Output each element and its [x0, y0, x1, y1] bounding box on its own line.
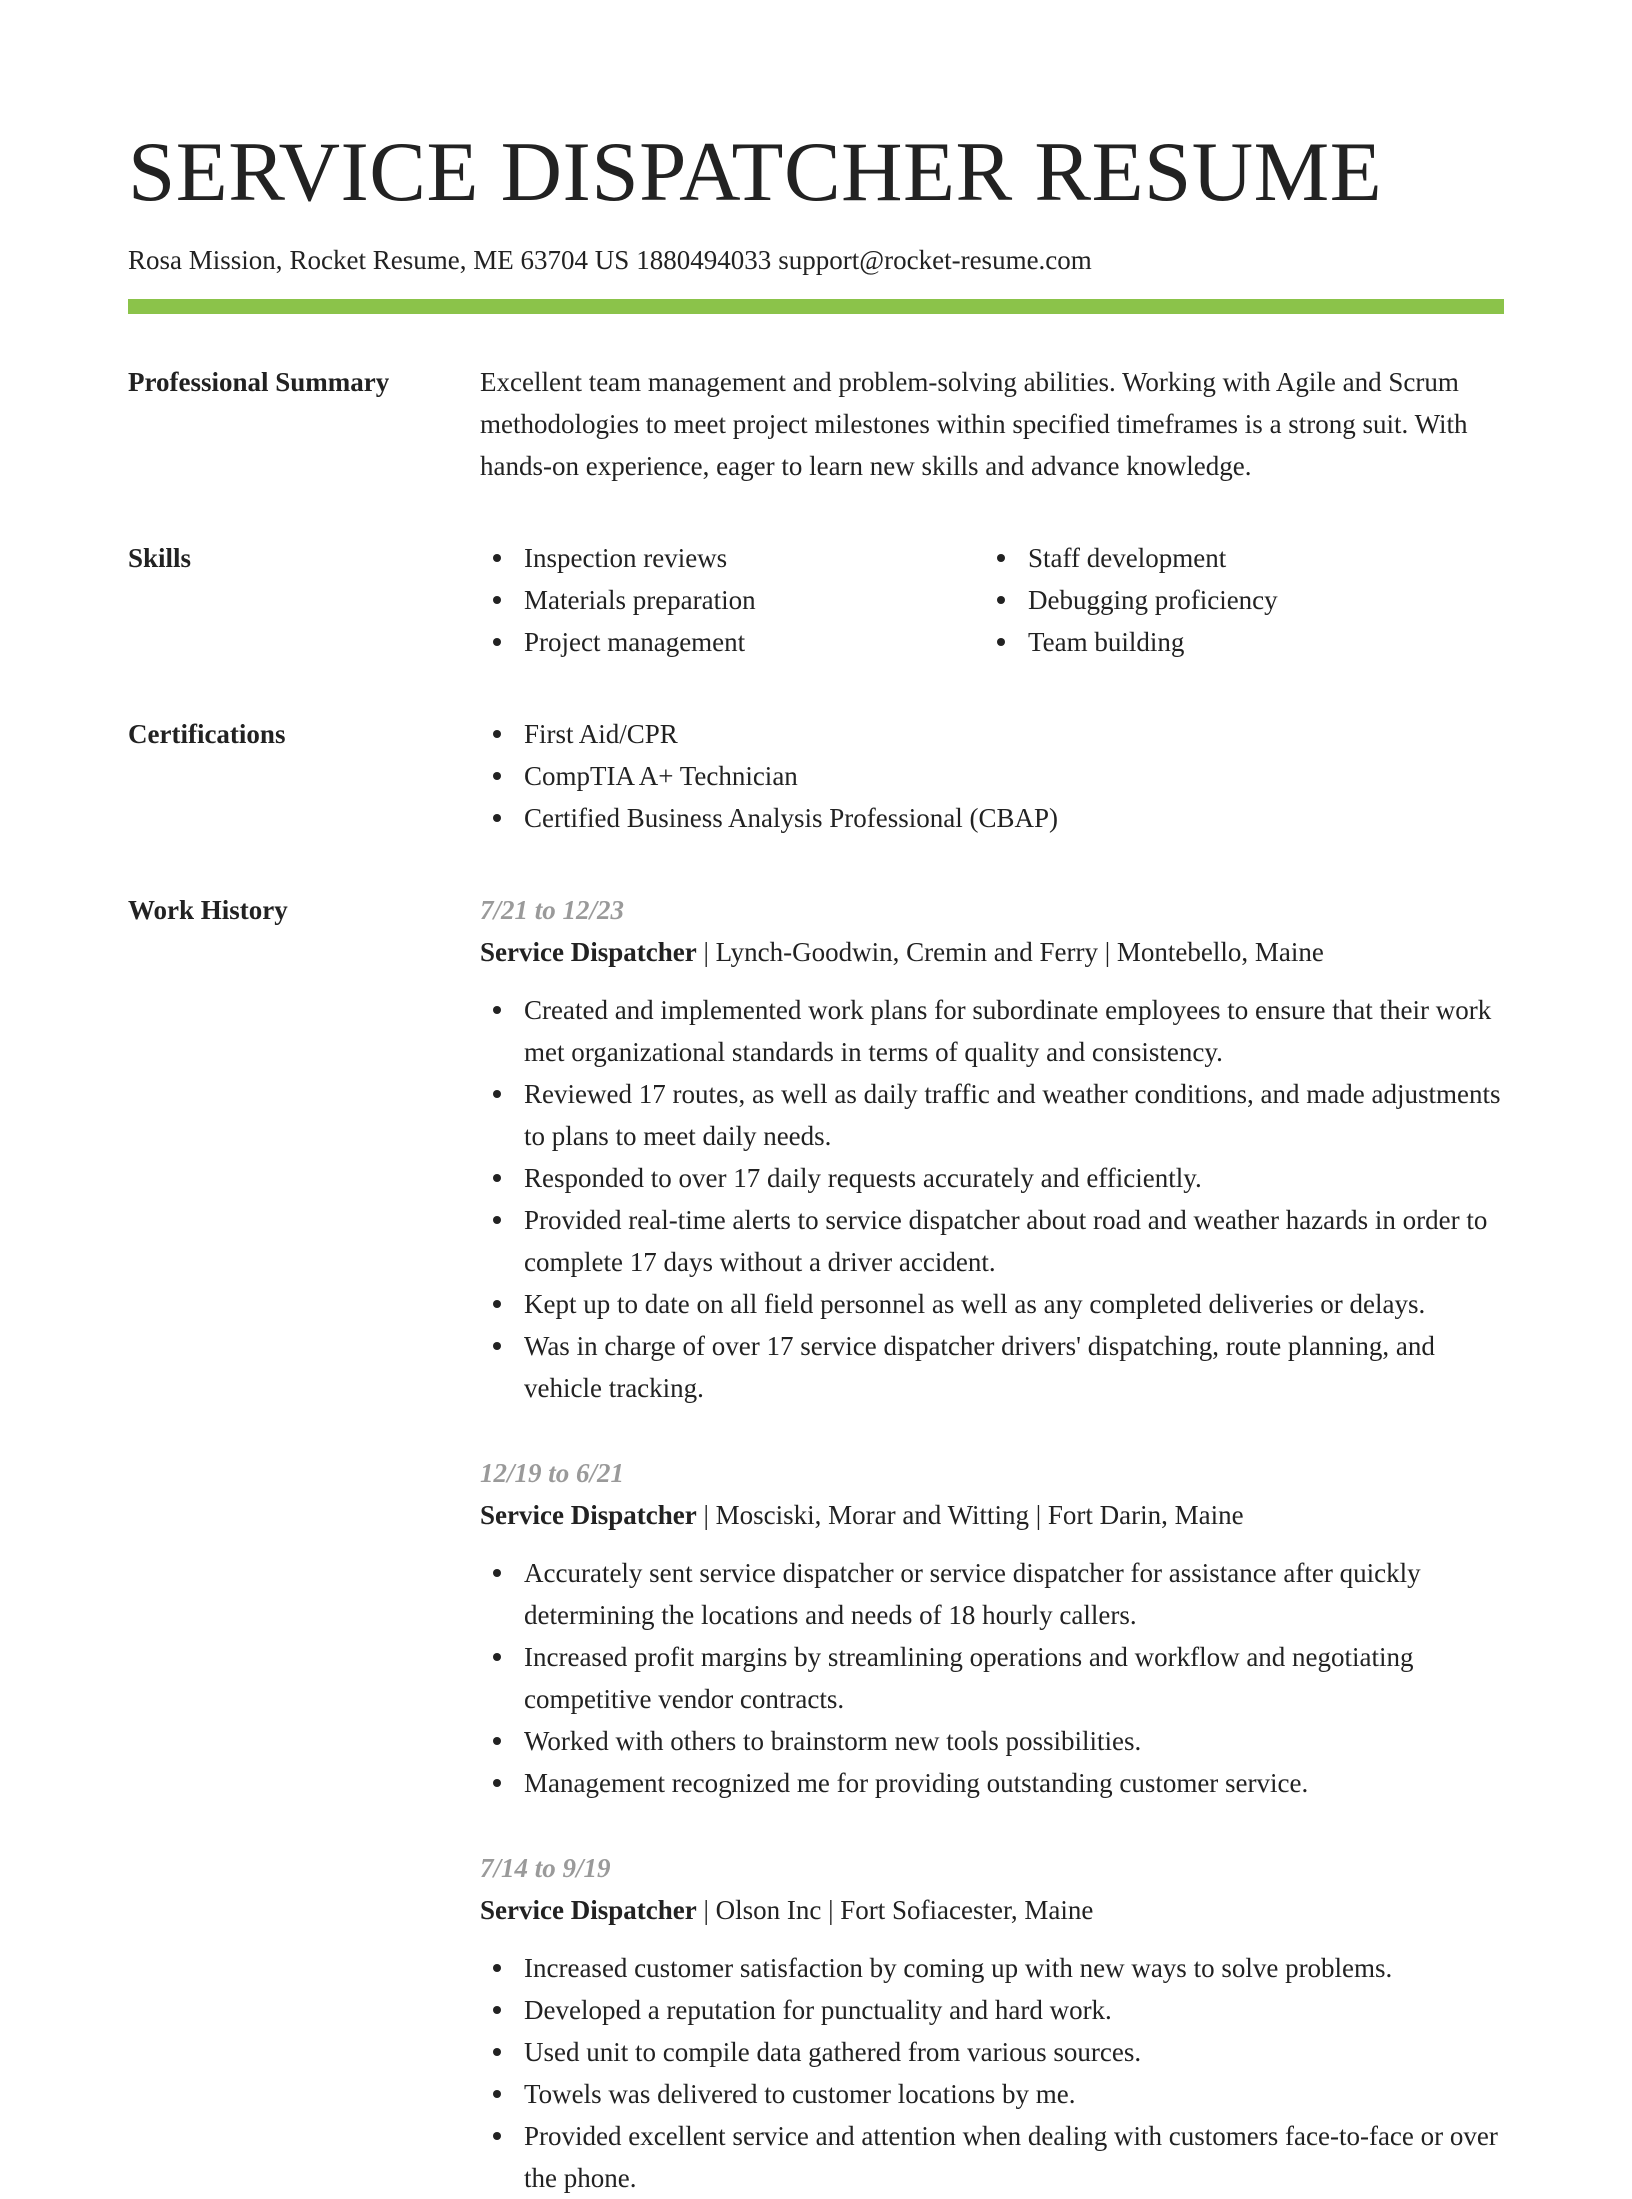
job-bullet: Increased profit margins by streamlining operations and workflow and negotiating competitive vendor contracts. — [480, 1636, 1504, 1720]
job-bullet: Worked with others to brainstorm new tools possibilities. — [480, 1720, 1504, 1762]
job-entry — [480, 1452, 1504, 1804]
certification-item: CompTIA A+ Technician — [480, 755, 1504, 797]
summary-text: Excellent team management and problem-solving abilities. Working with Agile and Scrum methodologies to meet project milestones within specified timeframes is a strong suit. With hands-on experience, eager to learn new skills and advance knowledge. — [480, 367, 1468, 481]
certification-item: Certified Business Analysis Professional (CBAP) — [480, 797, 1504, 839]
certifications-section — [128, 713, 1504, 839]
job-bullet: Provided real-time alerts to service dispatcher about road and weather hazards in order to complete 17 days without a driver accident. — [480, 1199, 1504, 1283]
work-history-section — [128, 889, 1504, 2199]
job-dates: 12/19 to 6/21 — [480, 1458, 625, 1488]
job-bullet: Responded to over 17 daily requests accurately and efficiently. — [480, 1157, 1504, 1199]
job-entry — [480, 889, 1504, 1409]
job-dates: 7/21 to 12/23 — [480, 895, 625, 925]
skill-item: Inspection reviews — [480, 537, 984, 579]
skills-heading: Skills — [128, 543, 192, 573]
job-details: | Olson Inc | Fort Sofiacester, Maine — [696, 1895, 1094, 1925]
job-heading — [480, 1889, 1504, 1931]
work-history-heading: Work History — [128, 895, 288, 925]
contact-address: Rocket Resume, ME 63704 US — [289, 245, 630, 275]
job-bullet: Used unit to compile data gathered from various sources. — [480, 2031, 1504, 2073]
job-bullets — [480, 1947, 1504, 2199]
job-bullet: Developed a reputation for punctuality and hard work. — [480, 1989, 1504, 2031]
job-bullet: Was in charge of over 17 service dispatcher drivers' dispatching, route planning, and vehicle tracking. — [480, 1325, 1504, 1409]
skill-item: Staff development — [984, 537, 1488, 579]
resume-title: SERVICE DISPATCHER RESUME — [128, 125, 1383, 219]
summary-section — [128, 361, 1504, 487]
job-bullet: Created and implemented work plans for subordinate employees to ensure that their work met organizational standards in terms of quality and consistency. — [480, 989, 1504, 1073]
skill-item: Project management — [480, 621, 984, 663]
skills-column-2 — [984, 537, 1488, 663]
job-bullet: Kept up to date on all field personnel as well as any completed deliveries or delays. — [480, 1283, 1504, 1325]
job-heading — [480, 931, 1504, 973]
job-dates: 7/14 to 9/19 — [480, 1853, 611, 1883]
resume-page — [128, 120, 1504, 2199]
job-title: Service Dispatcher — [480, 937, 697, 967]
job-bullet: Reviewed 17 routes, as well as daily traffic and weather conditions, and made adjustments to plans to meet daily needs. — [480, 1073, 1504, 1157]
job-title: Service Dispatcher — [480, 1500, 697, 1530]
summary-heading: Professional Summary — [128, 367, 390, 397]
certifications-body — [480, 713, 1504, 839]
skills-column-1 — [480, 537, 984, 663]
certifications-heading: Certifications — [128, 719, 286, 749]
job-title: Service Dispatcher — [480, 1895, 697, 1925]
work-history-body — [480, 889, 1504, 2199]
job-bullets — [480, 1552, 1504, 1804]
job-bullets — [480, 989, 1504, 1409]
job-entry — [480, 1847, 1504, 2199]
job-bullet: Provided excellent service and attention when dealing with customers face-to-face or over the phone. — [480, 2115, 1504, 2199]
contact-name: Rosa Mission, — [128, 245, 283, 275]
accent-divider — [128, 299, 1504, 314]
skill-item: Materials preparation — [480, 579, 984, 621]
skills-grid — [480, 537, 1504, 663]
job-heading — [480, 1494, 1504, 1536]
contact-phone: 1880494033 — [636, 245, 772, 275]
job-bullet: Management recognized me for providing outstanding customer service. — [480, 1762, 1504, 1804]
job-bullet: Increased customer satisfaction by coming up with new ways to solve problems. — [480, 1947, 1504, 1989]
job-bullet: Towels was delivered to customer locations by me. — [480, 2073, 1504, 2115]
contact-email: support@rocket-resume.com — [778, 245, 1092, 275]
skill-item: Debugging proficiency — [984, 579, 1488, 621]
job-details: | Lynch-Goodwin, Cremin and Ferry | Montebello, Maine — [696, 937, 1324, 967]
job-details: | Mosciski, Morar and Witting | Fort Darin, Maine — [696, 1500, 1244, 1530]
job-bullet: Accurately sent service dispatcher or service dispatcher for assistance after quickly determining the locations and needs of 18 hourly callers. — [480, 1552, 1504, 1636]
skills-section — [128, 537, 1504, 663]
certifications-list — [480, 713, 1504, 839]
skill-item: Team building — [984, 621, 1488, 663]
certification-item: First Aid/CPR — [480, 713, 1504, 755]
contact-line — [128, 242, 1504, 278]
